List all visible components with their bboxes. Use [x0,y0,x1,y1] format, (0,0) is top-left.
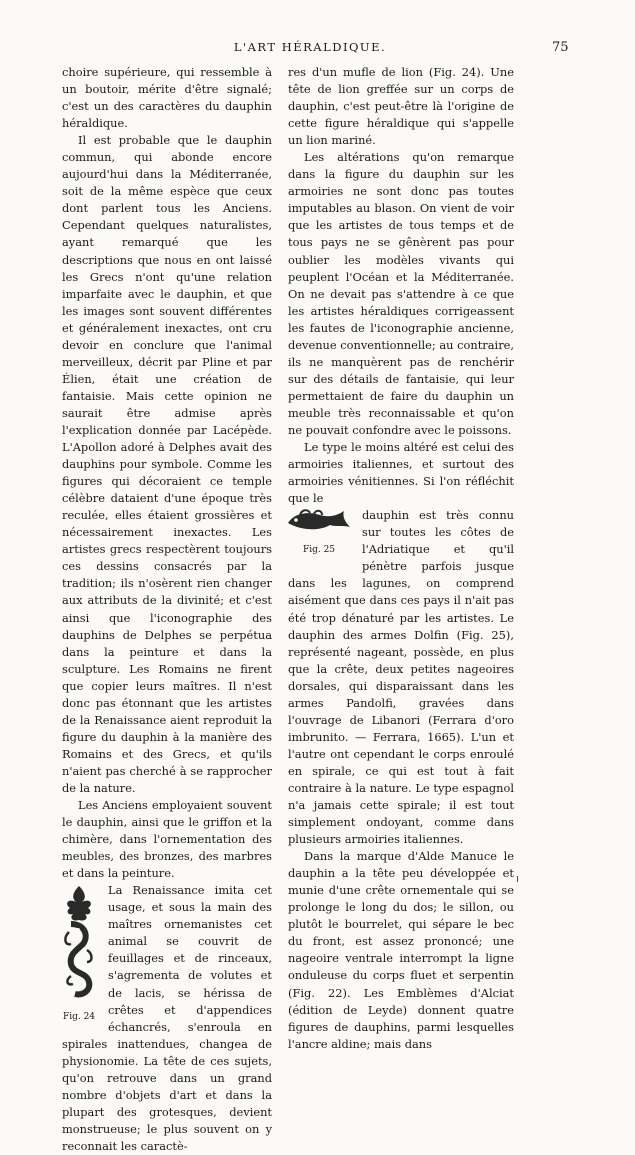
paragraph: choire supérieure, qui ressemble à un boutoir, mérite d'être signalé; c'est un des caractères du dauphin héraldique. [62,65,272,131]
running-header: L'ART HÉRALDIQUE. [233,40,387,54]
margin-mark [517,876,518,882]
figure-24 [56,884,102,1026]
page-number: 75 [552,40,569,55]
figure-24-caption: Fig. 24 [62,1012,96,1023]
paragraph: La Renaissance imita cet usage, et sous la main des maîtres ornemanistes cet animal se couvrit de feuillages et de rinceaux, s'agrementa de volutes et de lacis, se hérissa de crêtes et d'appendices échancrés, s'enroula en spirales inattendues, changea de physionomie. La tête de ces sujets, qu'on retrouve dans un grand nombre d'objets d'art et dans la plupart des grotesques, devient monstrueuse; le plus souvent on y reconnait les caractè- [62,883,272,1153]
left-column [62,64,272,1155]
figure-25 [282,507,356,559]
paragraph: Dans la marque d'Alde Manuce le dauphin a la tête peu développée et munie d'une crête ornementale qui se prolonge le long du dos; le sillon, ou plutôt le bourrelet, qui sépare le bec du front, est assez prononcé; une nageoire ventrale interrompt la ligne onduleuse du corps fluet et serpentin (Fig. 22). Les Emblèmes d'Alciat (édition de Leyde) donnent quatre figures de dauphins, parmi lesquelles l'ancre aldine; mais dans [288,849,514,1051]
paragraph: Le type le moins altéré est celui des armoiries italiennes, et surtout des armoiries vénitiennes. Si l'on réfléchit que le [288,440,514,506]
swimming-dolphin-icon [284,507,354,535]
paragraph: Les altérations qu'on remarque dans la figure du dauphin sur les armoiries ne sont donc pas toutes imputables au blason. On vient de voir que les artistes de tous temps et de tous pays ne se gênèrent pas pour oublier les modèles vivants qui peuplent l'Océan et la Méditerranée. On ne devait pas s'attendre à ce que les artistes héraldiques corrigeassent les fautes de l'iconographie ancienne, devenue conventionnelle; au contraire, ils ne manquèrent pas de renchérir sur des détails de fantaisie, qui leur permettaient de faire du dauphin un meuble très reconnaissable et qu'on ne pouvait confondre avec le poissons. [288,150,514,437]
paragraph: Il est probable que le dauphin commun, qui abonde encore aujourd'hui dans la Méditerranée, soit de la même espèce que ceux dont parlent tous les Anciens. Cependant quelques naturalistes, ayant remarqué que les descriptions que nous en ont laissé les Grecs n'ont qu'une relation imparfaite avec le dauphin, et que les images sont souvent différentes et généralement inexactes, ont cru devoir en conclure que l'animal merveilleux, décrit par Pline et par Élien, était une création de fantaisie. Mais cette opinion ne saurait être admise après l'explication donnée par Lacépède. L'Apollon adoré à Delphes avait des dauphins pour symbole. Comme les figures qui décoraient ce temple célèbre dataient d'une époque très reculée, elles étaient grossières et nécessairement inexactes. Les artistes grecs respectèrent toujours ces dessins consacrés par la tradition; ils n'osèrent rien changer aux attributs de la divinité; et c'est ainsi que l'iconographie des dauphins de Delphes se perpétua dans la peinture et dans la sculpture. Les Romains ne firent que copier leurs maîtres. Il n'est donc pas étonnant que les artistes de la Renaissance aient reproduit la figure du dauphin à la manière des Romains et des Grecs, et qu'ils n'aient pas cherché à se rapprocher de la nature. [62,133,272,795]
paragraph: dauphin est très connu sur toutes les côtes de l'Adriatique et qu'il pénètre parfois jusque dans les lagunes, on comprend aisément que dans ces pays il n'ait pas été trop dénaturé par les artistes. Le dauphin des armes Dolfin (Fig. 25), représenté nageant, possède, en plus que la crête, deux petites nageoires dorsales, qui disparaissant dans les armes Pandolfi, gravées dans l'ouvrage de Libanori (Ferrara d'oro imbrunito. — Ferrara, 1665). L'un et l'autre ont cependant le corps enroulé en spirale, ce qui est tout à fait contraire à la nature. Le type espagnol n'a jamais cette spirale; il est tout simplement ondoyant, comme dans plusieurs armoiries italiennes. [288,508,514,847]
right-column [288,64,514,1053]
paragraph: res d'un mufle de lion (Fig. 24). Une tête de lion greffée sur un corps de dauphin, c'est peut-être là l'origine de cette figure héraldique qui s'appelle un lion mariné. [288,65,514,148]
figure-25-caption: Fig. 25 [302,545,336,556]
paragraph: Les Anciens employaient souvent le dauphin, ainsi que le griffon et la chimère, dans l'ornementation des meubles, des bronzes, des marbres et dans la peinture. [62,798,272,881]
grotesque-dolphin-icon [59,884,99,1002]
